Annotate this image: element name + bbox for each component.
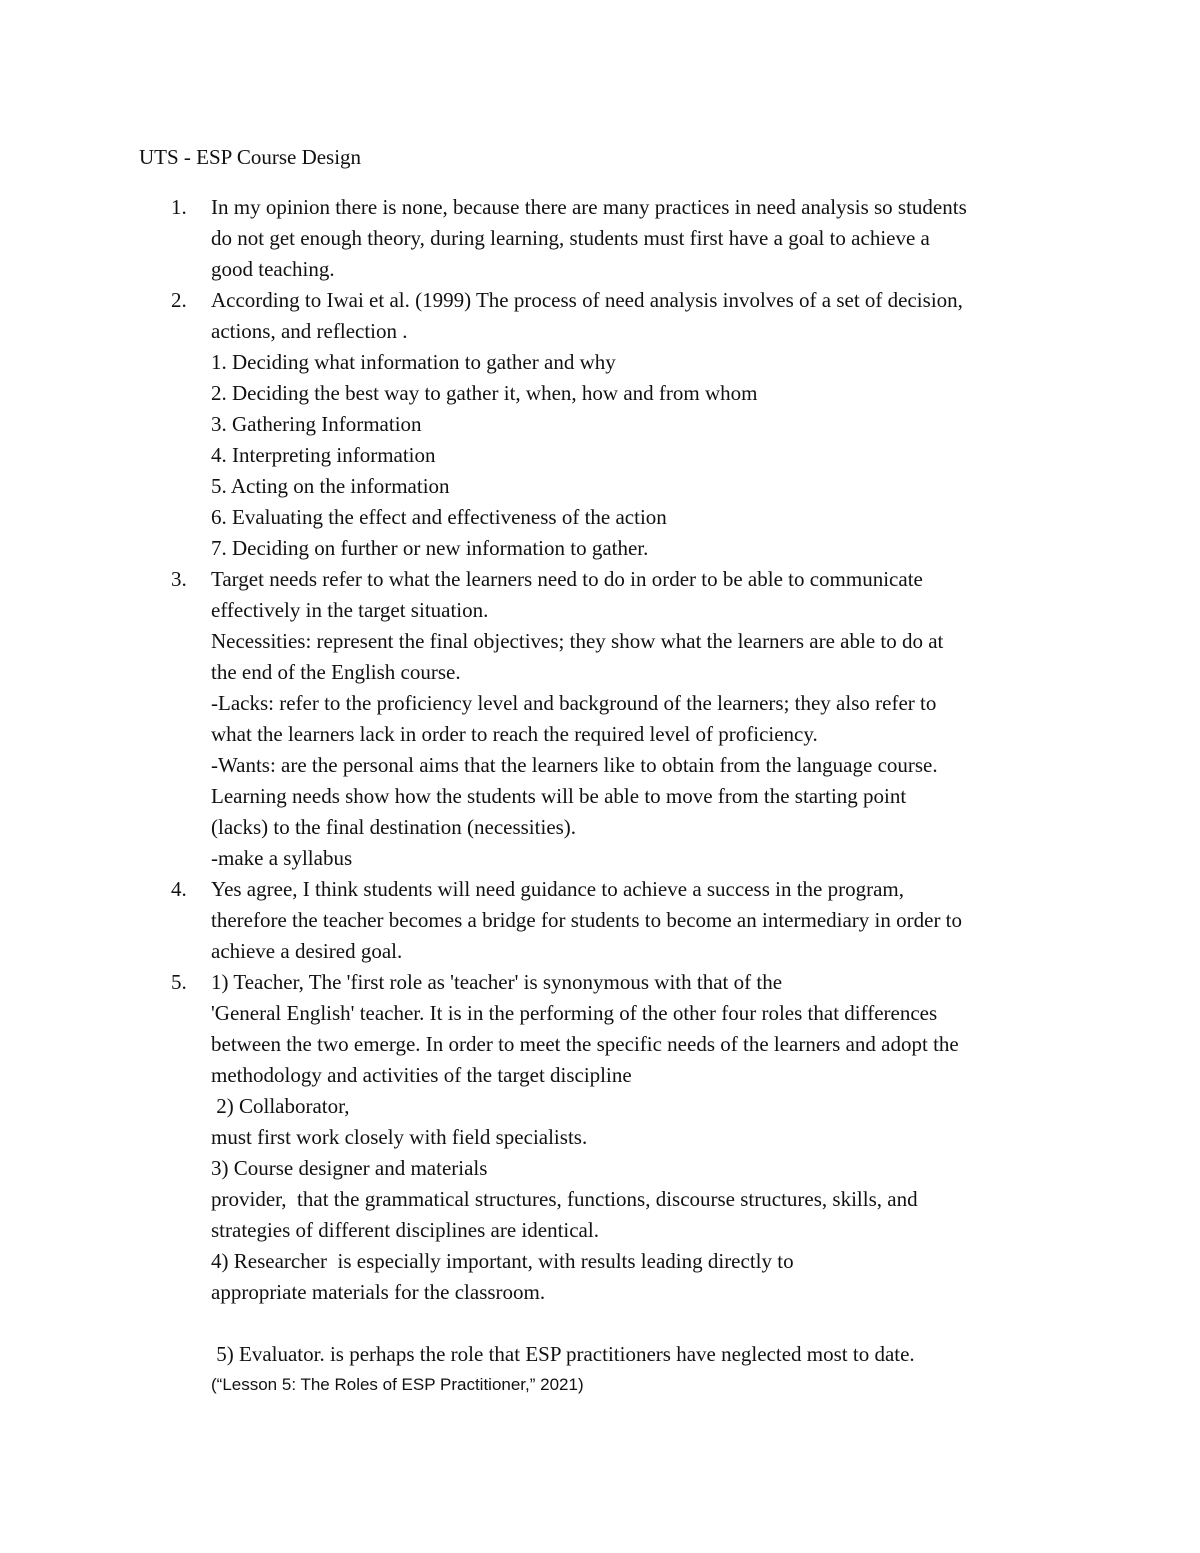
list-item-line: -make a syllabus — [211, 846, 353, 870]
list-item-number: 5. — [171, 970, 187, 994]
list-item-line: -Lacks: refer to the proficiency level and background of the learners; they also refer to — [211, 691, 937, 715]
list-item-line: 4. Interpreting information — [211, 443, 436, 467]
list-item-line: provider, that the grammatical structures, functions, discourse structures, skills, and — [211, 1187, 918, 1211]
list-item-line: appropriate materials for the classroom. — [211, 1280, 546, 1304]
list-item-line: 3) Course designer and materials — [211, 1156, 488, 1180]
list-item-line: methodology and activities of the target discipline — [211, 1063, 632, 1087]
list-item-line: achieve a desired goal. — [211, 939, 403, 963]
list-item-line: the end of the English course. — [211, 660, 461, 684]
list-item-line: 'General English' teacher. It is in the performing of the other four roles that differences — [211, 1001, 938, 1025]
list-item-line: effectively in the target situation. — [211, 598, 489, 622]
list-item-line: Learning needs show how the students will be able to move from the starting point — [211, 784, 907, 808]
list-item-line: 7. Deciding on further or new information to gather. — [211, 536, 649, 560]
list-item-line: 4) Researcher is especially important, with results leading directly to — [211, 1249, 794, 1273]
list-item-line: 2) Collaborator, — [211, 1094, 350, 1118]
list-item-line: 5. Acting on the information — [211, 474, 450, 498]
list-item-line: therefore the teacher becomes a bridge for students to become an intermediary in order to — [211, 908, 963, 932]
list-item-line: actions, and reflection . — [211, 319, 408, 343]
list-item-line: 1. Deciding what information to gather and why — [211, 350, 616, 374]
list-item-line: good teaching. — [211, 257, 335, 281]
list-item-line: 5) Evaluator. is perhaps the role that ESP practitioners have neglected most to date. — [211, 1342, 915, 1366]
list-item-number: 1. — [171, 195, 187, 219]
list-item-line: (lacks) to the final destination (necessities). — [211, 815, 577, 839]
list-item-number: 3. — [171, 567, 187, 591]
list-item-number: 4. — [171, 877, 187, 901]
list-item-line: 2. Deciding the best way to gather it, when, how and from whom — [211, 381, 758, 405]
list-item-line: what the learners lack in order to reach the required level of proficiency. — [211, 722, 818, 746]
list-item-line: between the two emerge. In order to meet the specific needs of the learners and adopt the — [211, 1032, 959, 1056]
list-item-line: 3. Gathering Information — [211, 412, 422, 436]
list-item-line: According to Iwai et al. (1999) The process of need analysis involves of a set of decision, — [211, 288, 963, 312]
document-title: UTS - ESP Course Design — [139, 145, 362, 169]
list-item-line: 6. Evaluating the effect and effectiveness of the action — [211, 505, 667, 529]
list-item-line: Yes agree, I think students will need guidance to achieve a success in the program, — [211, 877, 904, 901]
list-item-line: -Wants: are the personal aims that the learners like to obtain from the language course. — [211, 753, 938, 777]
list-item-line: do not get enough theory, during learning, students must first have a goal to achieve a — [211, 226, 930, 250]
list-item-number: 2. — [171, 288, 187, 312]
citation: (“Lesson 5: The Roles of ESP Practitioner,” 2021) — [211, 1375, 584, 1394]
list-item-line: In my opinion there is none, because there are many practices in need analysis so students — [211, 195, 967, 219]
list-item-line: 1) Teacher, The 'first role as 'teacher' is synonymous with that of the — [211, 970, 783, 994]
list-item-line: strategies of different disciplines are identical. — [211, 1218, 599, 1242]
list-item-line: Target needs refer to what the learners need to do in order to be able to communicate — [211, 567, 923, 591]
list-item-line: must first work closely with field specialists. — [211, 1125, 588, 1149]
list-item-line: Necessities: represent the final objectives; they show what the learners are able to do at — [211, 629, 944, 653]
